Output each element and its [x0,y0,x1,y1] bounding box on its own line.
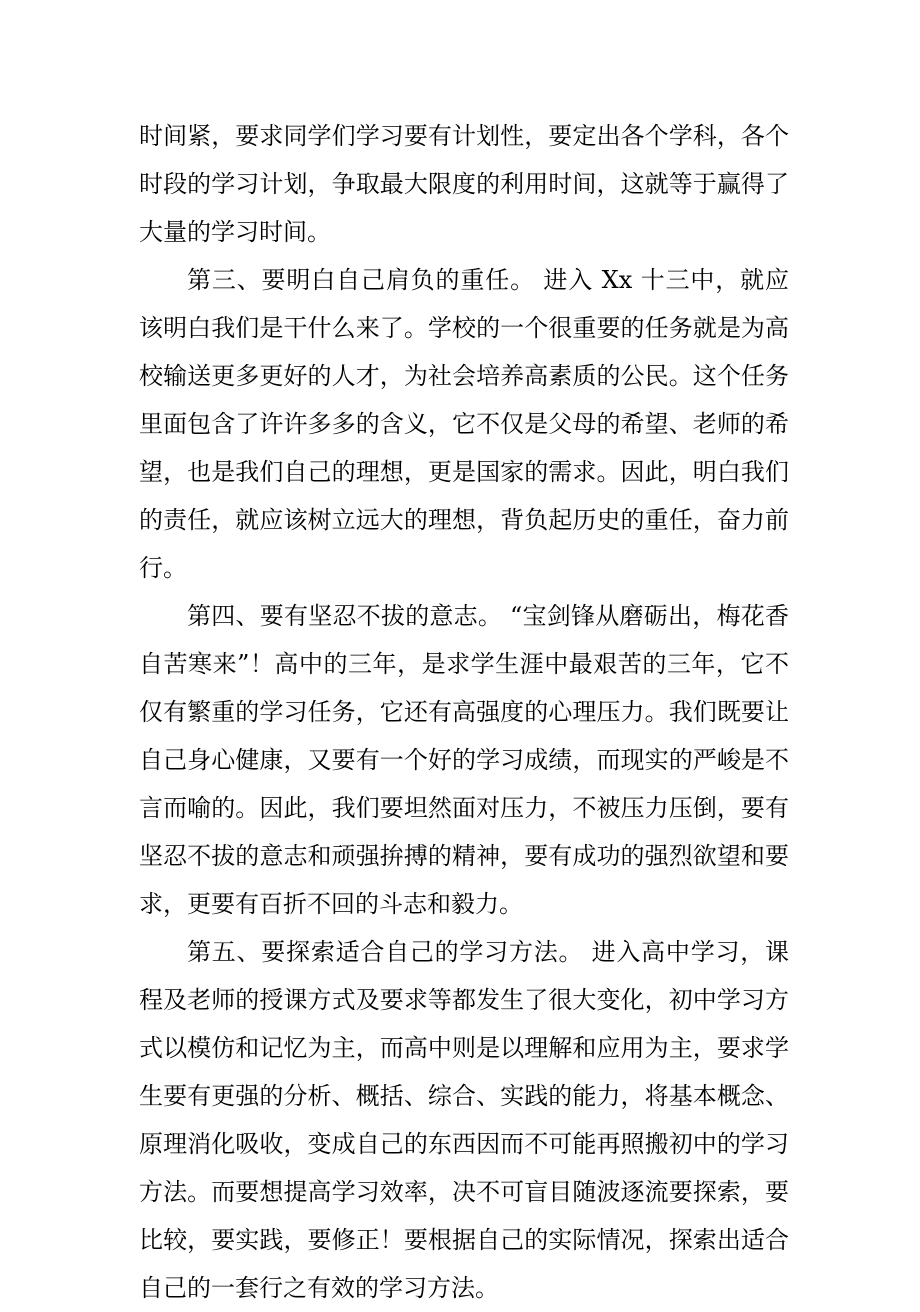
document-body [139,112,789,1312]
paragraph-point-three: 第三、要明白自己肩负的重任。 进入 Xx 十三中，就应该明白我们是干什么来了。学校的一个很重要的任务就是为高校输送更多更好的人才，为社会培养高素质的公民。这个任务里面包含了许许多多的含义，它不仅是父母的希望、老师的希望，也是我们自己的理想，更是国家的需求。因此，明白我们的责任，就应该树立远大的理想，背负起历史的重任，奋力前行。 [139,266,789,582]
paragraph-point-four: 第四、要有坚忍不拔的意志。 “宝剑锋从磨砺出，梅花香自苦寒来”！高中的三年，是求学生涯中最艰苦的三年，它不仅有繁重的学习任务，它还有高强度的心理压力。我们既要让自己身心健康，又要有一个好的学习成绩，而现实的严峻是不言而喻的。因此，我们要坦然面对压力，不被压力压倒，要有坚忍不拔的意志和顽强拚搏的精神，要有成功的强烈欲望和要求，更要有百折不回的斗志和毅力。 [139,602,789,918]
paragraph-continuation: 时间紧，要求同学们学习要有计划性，要定出各个学科，各个时段的学习计划，争取最大限度的利用时间，这就等于赢得了大量的学习时间。 [139,122,789,246]
paragraph-point-five: 第五、要探索适合自己的学习方法。 进入高中学习，课程及老师的授课方式及要求等都发生了很大变化，初中学习方式以模仿和记忆为主，而高中则是以理解和应用为主，要求学生要有更强的分析、概括、综合、实践的能力，将基本概念、原理消化吸收，变成自己的东西因而不可能再照搬初中的学习方法。而要想提高学习效率，决不可盲目随波逐流要探索，要比较，要实践，要修正！要根据自己的实际情况，探索出适合自己的一套行之有效的学习方法。 [139,938,789,1302]
